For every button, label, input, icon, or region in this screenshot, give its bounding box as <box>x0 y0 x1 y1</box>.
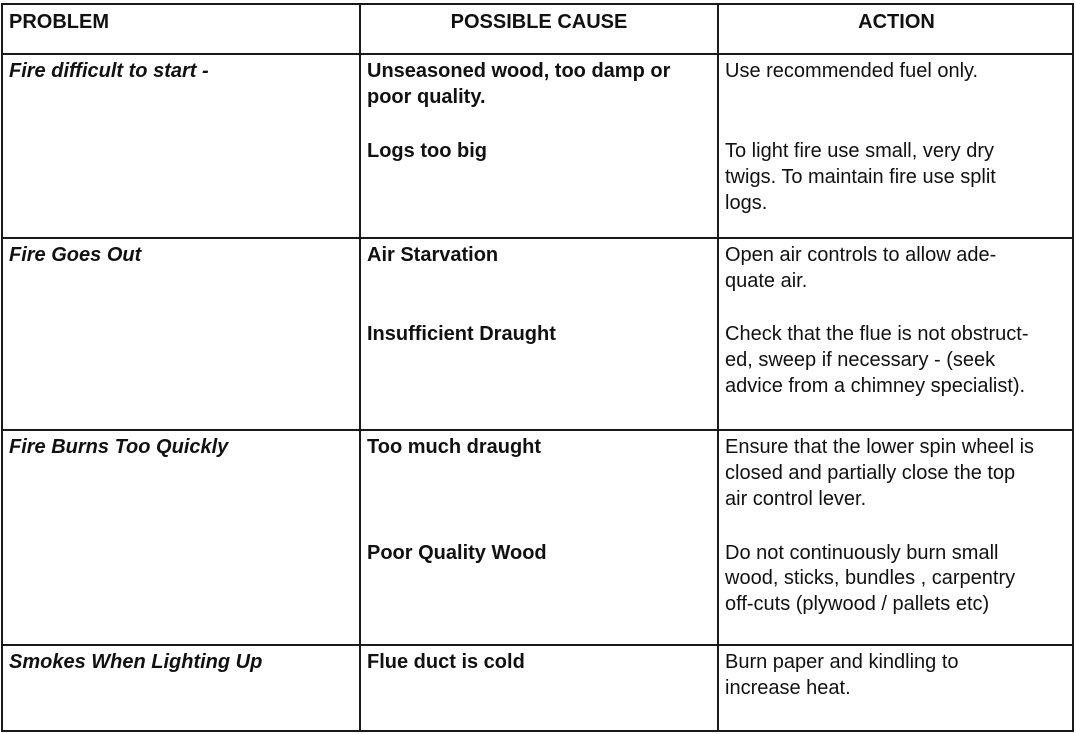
row-divider <box>3 237 1072 239</box>
problem-cell: Fire Burns Too Quickly <box>9 436 229 458</box>
cause-text: poor quality. <box>367 86 486 108</box>
cause-text: Poor Quality Wood <box>367 542 547 564</box>
problem-cell: Smokes When Lighting Up <box>9 651 263 673</box>
row-divider <box>3 53 1072 55</box>
action-text: Open air controls to allow ade- <box>725 244 997 266</box>
action-text: quate air. <box>725 270 808 292</box>
action-text: ed, sweep if necessary - (seek <box>725 349 996 371</box>
header-problem: PROBLEM <box>9 11 109 33</box>
column-divider <box>717 5 719 730</box>
action-text: Do not continuously burn small <box>725 542 999 564</box>
column-divider <box>359 5 361 730</box>
action-text: closed and partially close the top <box>725 462 1016 484</box>
cause-text: Air Starvation <box>367 244 499 266</box>
row-divider <box>3 644 1072 646</box>
cause-text: Too much draught <box>367 436 542 458</box>
action-text: off-cuts (plywood / pallets etc) <box>725 593 990 615</box>
action-text: increase heat. <box>725 677 851 699</box>
action-text: Ensure that the lower spin wheel is <box>725 436 1035 458</box>
cause-text: Unseasoned wood, too damp or <box>367 60 671 82</box>
action-text: advice from a chimney specialist). <box>725 375 1026 397</box>
cause-text: Logs too big <box>367 140 487 162</box>
action-text: logs. <box>725 192 768 214</box>
row-divider <box>3 429 1072 431</box>
action-text: twigs. To maintain fire use split <box>725 166 996 188</box>
header-action: ACTION <box>858 11 935 33</box>
problem-cell: Fire difficult to start - <box>9 60 209 82</box>
action-text: air control lever. <box>725 488 867 510</box>
action-text: To light fire use small, very dry <box>725 140 994 162</box>
problem-cell: Fire Goes Out <box>9 244 142 266</box>
cause-text: Flue duct is cold <box>367 651 525 673</box>
action-text: Check that the flue is not obstruct- <box>725 323 1029 345</box>
action-text: Burn paper and kindling to <box>725 651 959 673</box>
action-text: wood, sticks, bundles , carpentry <box>725 567 1016 589</box>
cause-text: Insufficient Draught <box>367 323 556 345</box>
header-possible-cause: POSSIBLE CAUSE <box>450 11 628 33</box>
action-text: Use recommended fuel only. <box>725 60 979 82</box>
troubleshooting-table <box>1 3 1074 732</box>
